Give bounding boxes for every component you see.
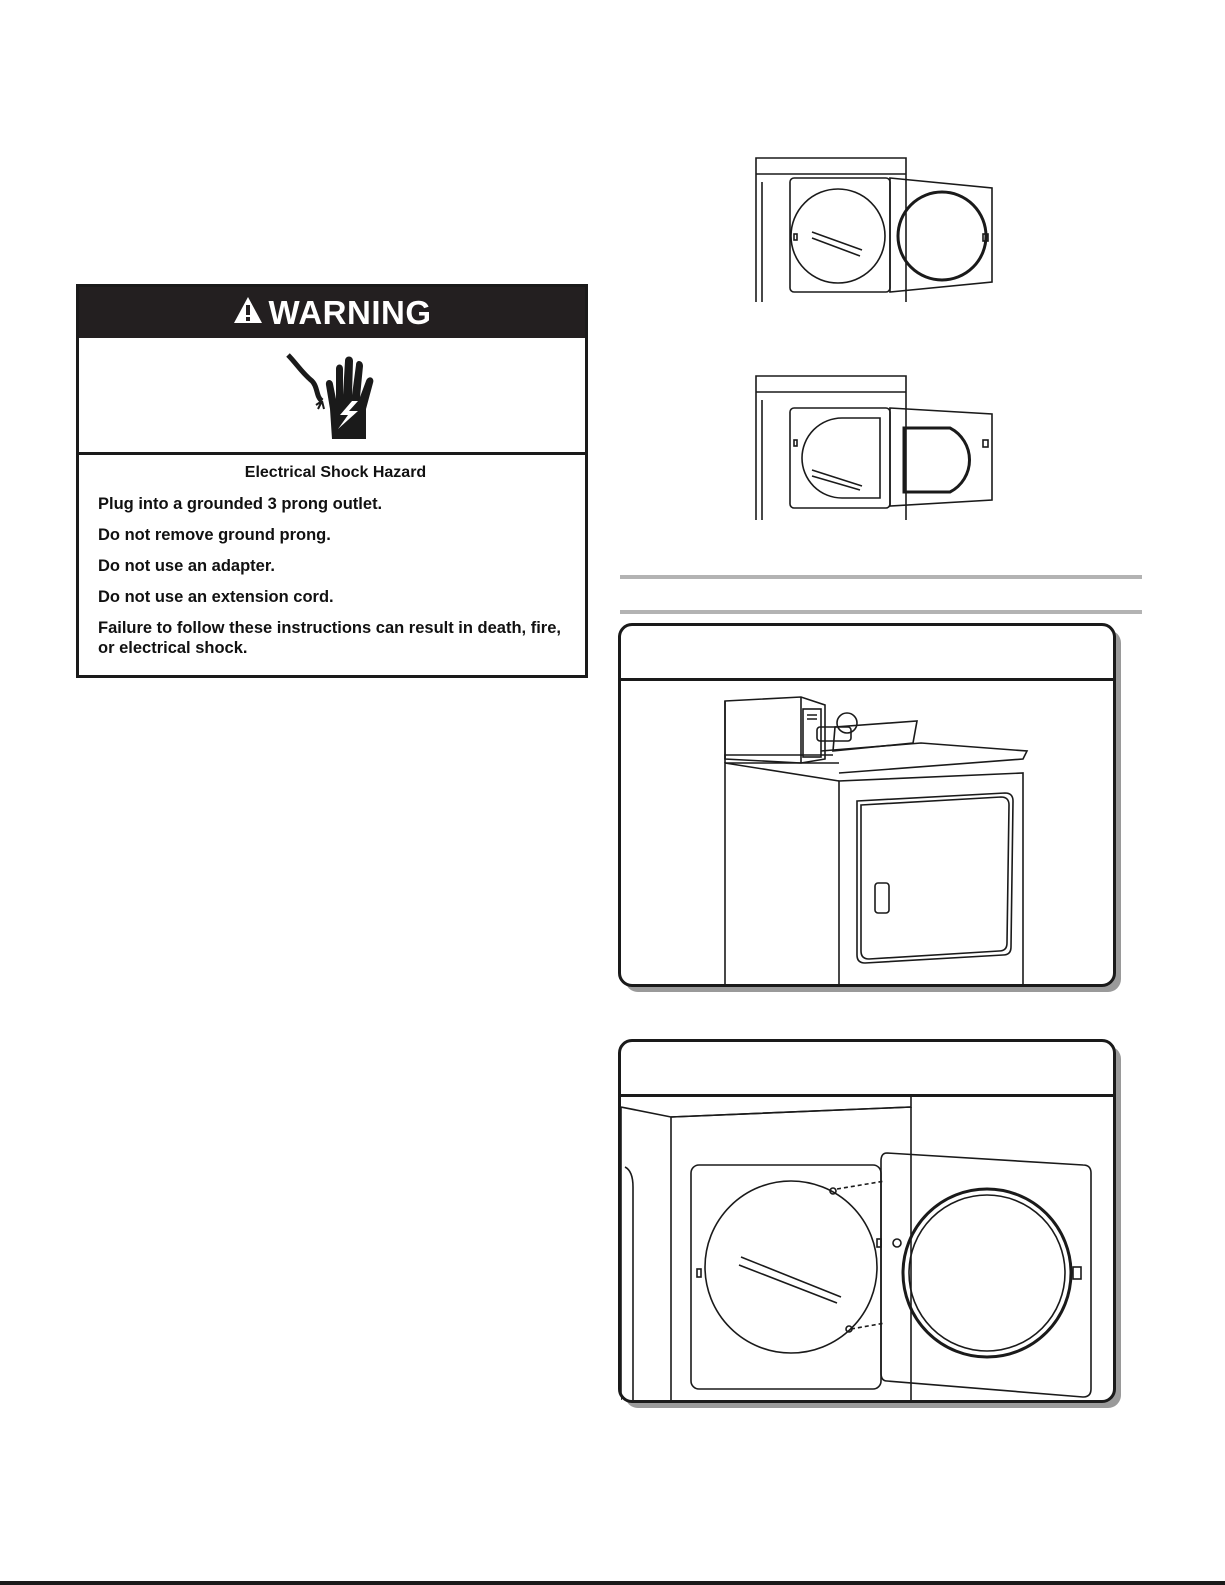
warning-line: Do not remove ground prong. [98, 526, 331, 544]
warning-body [98, 462, 573, 669]
coin-dryer-closed-illustration [621, 681, 1113, 984]
electrical-warning-box [76, 284, 588, 678]
warning-triangle-icon [233, 294, 263, 332]
warning-line: Do not use an extension cord. [98, 588, 334, 606]
page-bottom-rule [0, 1581, 1225, 1585]
dryer-door-open-closeup-panel [618, 1039, 1116, 1403]
section-rule-bottom [620, 610, 1142, 614]
electric-shock-hand-icon [282, 349, 382, 441]
panel-header [621, 1042, 1113, 1097]
hazard-icon-row [79, 338, 585, 455]
coin-dryer-closed-panel [618, 623, 1116, 987]
section-rule-top [620, 575, 1142, 579]
hazard-title: Electrical Shock Hazard [244, 464, 427, 481]
dryer-door-open-illustration-2 [750, 370, 1000, 522]
warning-line: Plug into a grounded 3 prong outlet. [98, 495, 383, 513]
warning-line: Do not use an adapter. [98, 557, 275, 575]
warning-line: Failure to follow these instructions can result in death, fire, or electrical shock. [98, 619, 561, 657]
panel-header [621, 626, 1113, 681]
dryer-door-open-closeup-illustration [621, 1097, 1113, 1400]
warning-header [79, 287, 585, 338]
warning-title: WARNING [268, 293, 432, 331]
dryer-door-open-illustration-1 [750, 152, 1000, 304]
